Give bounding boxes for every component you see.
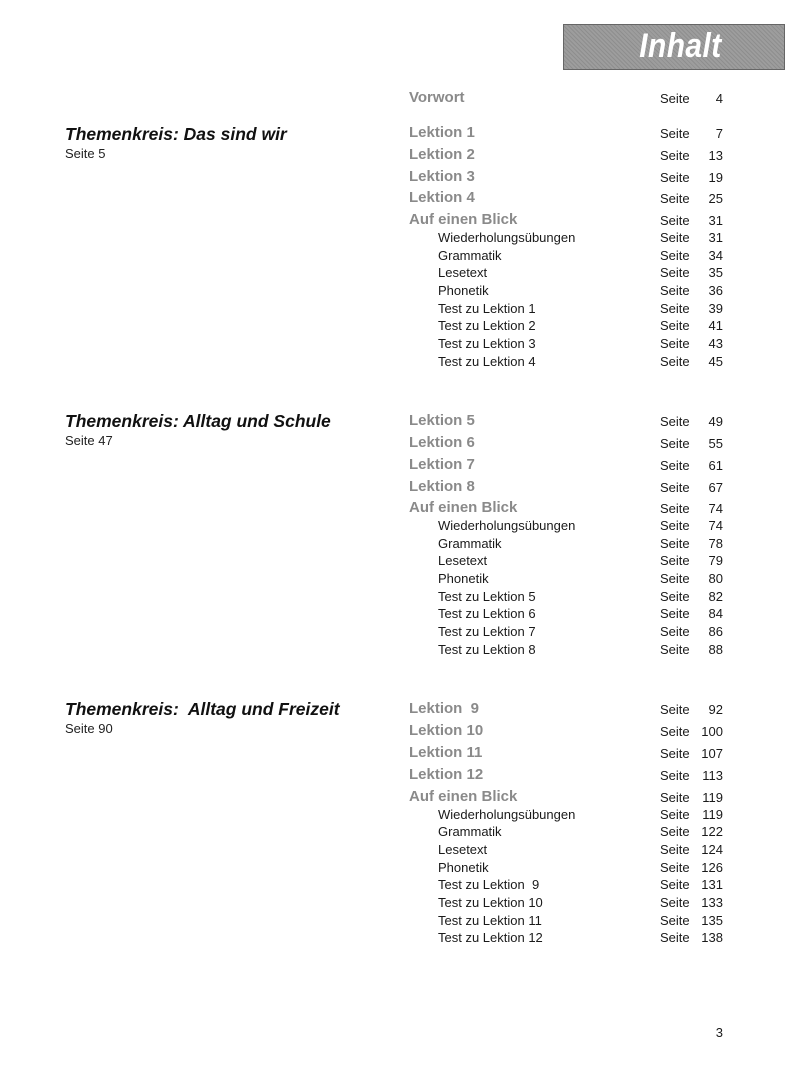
- toc-entry-label: Lektion 4: [409, 189, 475, 206]
- toc-entry-label: Lektion 10: [409, 722, 484, 739]
- toc-page-number: 74: [708, 518, 723, 533]
- toc-entry-label: Test zu Lektion 5: [438, 589, 536, 604]
- toc-seite-label: Seite: [660, 860, 690, 875]
- toc-page-number: 79: [708, 553, 723, 568]
- toc-entry-label: Vorwort: [409, 89, 465, 106]
- toc-entry-label: Lesetext: [438, 553, 488, 568]
- toc-seite-label: Seite: [660, 91, 690, 106]
- toc-seite-label: Seite: [660, 501, 690, 516]
- toc-subentry[interactable]: [0, 895, 811, 913]
- toc-entry[interactable]: [0, 456, 811, 474]
- toc-entry-label: Phonetik: [438, 860, 489, 875]
- toc-page-number: 19: [708, 170, 723, 185]
- toc-subentry[interactable]: [0, 518, 811, 536]
- toc-page-number: 45: [708, 354, 723, 369]
- toc-page-number: 86: [708, 624, 723, 639]
- toc-seite-label: Seite: [660, 354, 690, 369]
- toc-seite-label: Seite: [660, 571, 690, 586]
- toc-entry-label: Lektion 2: [409, 146, 475, 163]
- toc-seite-label: Seite: [660, 283, 690, 298]
- toc-entry-label: Lesetext: [438, 842, 488, 857]
- toc-entry-label: Grammatik: [438, 248, 502, 263]
- toc-seite-label: Seite: [660, 642, 690, 657]
- toc-entry-label: Phonetik: [438, 283, 489, 298]
- section-page-ref: Seite 90: [65, 721, 113, 736]
- toc-page-number: 131: [701, 877, 723, 892]
- toc-page-number: 34: [708, 248, 723, 263]
- title-banner: [563, 24, 785, 70]
- section-page-ref: Seite 47: [65, 433, 113, 448]
- toc-entry-vorwort[interactable]: [0, 89, 811, 107]
- toc-page-number: 133: [701, 895, 723, 910]
- toc-page-number: 31: [708, 230, 723, 245]
- toc-seite-label: Seite: [660, 624, 690, 639]
- toc-seite-label: Seite: [660, 318, 690, 333]
- toc-page-number: 122: [701, 824, 723, 839]
- toc-page-number: 61: [708, 458, 723, 473]
- toc-seite-label: Seite: [660, 126, 690, 141]
- toc-subentry[interactable]: [0, 877, 811, 895]
- toc-seite-label: Seite: [660, 230, 690, 245]
- toc-entry-label: Test zu Lektion 6: [438, 606, 536, 621]
- toc-seite-label: Seite: [660, 436, 690, 451]
- toc-page-number: 126: [701, 860, 723, 875]
- section-page-ref: Seite 5: [65, 146, 106, 161]
- toc-entry[interactable]: [0, 168, 811, 186]
- toc-subentry[interactable]: [0, 318, 811, 336]
- toc-subentry[interactable]: [0, 301, 811, 319]
- toc-entry-label: Lektion 11: [409, 744, 483, 761]
- toc-subentry[interactable]: [0, 624, 811, 642]
- toc-entry[interactable]: [0, 412, 811, 430]
- toc-entry-label: Grammatik: [438, 536, 502, 551]
- toc-entry-label: Lektion 3: [409, 168, 475, 185]
- toc-subentry[interactable]: [0, 842, 811, 860]
- toc-entry-label: Phonetik: [438, 571, 489, 586]
- toc-entry-label: Test zu Lektion 2: [438, 318, 536, 333]
- toc-entry-label: Lektion 9: [409, 700, 480, 717]
- section-title: Themenkreis: Alltag und Freizeit: [65, 699, 340, 719]
- toc-page-number: 113: [702, 768, 723, 783]
- toc-entry[interactable]: [0, 700, 811, 718]
- toc-entry-label: Wiederholungsübungen: [438, 518, 576, 533]
- section-title: Themenkreis: Das sind wir: [65, 124, 287, 144]
- toc-subentry[interactable]: [0, 354, 811, 372]
- toc-page-number: 74: [708, 501, 723, 516]
- toc-entry-label: Test zu Lektion 7: [438, 624, 536, 639]
- toc-subentry[interactable]: [0, 807, 811, 825]
- toc-seite-label: Seite: [660, 480, 690, 495]
- toc-subentry[interactable]: [0, 589, 811, 607]
- toc-seite-label: Seite: [660, 842, 690, 857]
- toc-entry-label: Lektion 1: [409, 124, 475, 141]
- toc-entry-label: Test zu Lektion 9: [438, 877, 540, 892]
- toc-seite-label: Seite: [660, 336, 690, 351]
- toc-entry-label: Wiederholungsübungen: [438, 807, 576, 822]
- toc-entry-label: Auf einen Blick: [409, 211, 518, 228]
- toc-subentry[interactable]: [0, 860, 811, 878]
- toc-seite-label: Seite: [660, 191, 690, 206]
- toc-subentry[interactable]: [0, 248, 811, 266]
- toc-entry-label: Test zu Lektion 8: [438, 642, 536, 657]
- toc-entry-label: Lektion 8: [409, 478, 475, 495]
- toc-subentry[interactable]: [0, 913, 811, 931]
- toc-seite-label: Seite: [660, 553, 690, 568]
- toc-page-number: 92: [708, 702, 723, 717]
- toc-page-number: 82: [708, 589, 723, 604]
- toc-seite-label: Seite: [660, 807, 690, 822]
- toc-page-number: 138: [701, 930, 723, 945]
- toc-subentry[interactable]: [0, 336, 811, 354]
- toc-page-number: 55: [708, 436, 723, 451]
- toc-seite-label: Seite: [660, 213, 690, 228]
- toc-entry-label: Test zu Lektion 11: [438, 913, 542, 928]
- toc-entry-label: Test zu Lektion 1: [438, 301, 536, 316]
- toc-seite-label: Seite: [660, 589, 690, 604]
- toc-page-number: 119: [702, 807, 723, 822]
- toc-page-number: 41: [708, 318, 723, 333]
- toc-seite-label: Seite: [660, 877, 690, 892]
- toc-page-number: 67: [708, 480, 723, 495]
- toc-entry-label: Lektion 12: [409, 766, 484, 783]
- toc-subentry[interactable]: [0, 606, 811, 624]
- toc-seite-label: Seite: [660, 913, 690, 928]
- toc-seite-label: Seite: [660, 724, 690, 739]
- toc-entry-label: Test zu Lektion 4: [438, 354, 536, 369]
- toc-seite-label: Seite: [660, 458, 690, 473]
- toc-page-number: 4: [715, 91, 723, 106]
- toc-entry[interactable]: [0, 434, 811, 452]
- toc-subentry[interactable]: [0, 930, 811, 948]
- toc-seite-label: Seite: [660, 746, 690, 761]
- toc-entry-label: Lesetext: [438, 265, 488, 280]
- toc-subentry[interactable]: [0, 553, 811, 571]
- toc-seite-label: Seite: [660, 301, 690, 316]
- toc-page-number: 119: [702, 790, 723, 805]
- toc-entry[interactable]: [0, 189, 811, 207]
- toc-entry-label: Grammatik: [438, 824, 502, 839]
- toc-subentry[interactable]: [0, 642, 811, 660]
- toc-entry[interactable]: [0, 722, 811, 740]
- toc-page-number: 36: [708, 283, 723, 298]
- toc-page-number: 80: [708, 571, 723, 586]
- toc-page-number: 25: [708, 191, 723, 206]
- toc-subentry[interactable]: [0, 536, 811, 554]
- toc-page-number: 31: [708, 213, 723, 228]
- toc-seite-label: Seite: [660, 895, 690, 910]
- page-title: Inhalt: [639, 27, 722, 65]
- toc-entry-label: Test zu Lektion 12: [438, 930, 543, 945]
- toc-seite-label: Seite: [660, 414, 690, 429]
- toc-page-number: 88: [708, 642, 723, 657]
- toc-entry-label: Auf einen Blick: [409, 788, 518, 805]
- toc-page-number: 84: [708, 606, 723, 621]
- toc-page-number: 39: [708, 301, 723, 316]
- toc-seite-label: Seite: [660, 824, 690, 839]
- toc-seite-label: Seite: [660, 790, 690, 805]
- toc-seite-label: Seite: [660, 702, 690, 717]
- toc-entry[interactable]: [0, 499, 811, 517]
- toc-entry-label: Lektion 7: [409, 456, 475, 473]
- toc-page-number: 35: [708, 265, 723, 280]
- toc-page-number: 13: [708, 148, 723, 163]
- toc-seite-label: Seite: [660, 930, 690, 945]
- toc-seite-label: Seite: [660, 518, 690, 533]
- toc-seite-label: Seite: [660, 170, 690, 185]
- toc-entry-label: Wiederholungsübungen: [438, 230, 576, 245]
- toc-entry-label: Test zu Lektion 10: [438, 895, 543, 910]
- toc-entry-label: Lektion 6: [409, 434, 475, 451]
- toc-entry[interactable]: [0, 766, 811, 784]
- toc-seite-label: Seite: [660, 148, 690, 163]
- toc-page-number: 7: [715, 126, 723, 141]
- section-title: Themenkreis: Alltag und Schule: [65, 411, 331, 431]
- page-number: 3: [715, 1025, 723, 1040]
- toc-seite-label: Seite: [660, 265, 690, 280]
- toc-entry[interactable]: [0, 124, 811, 142]
- toc-entry[interactable]: [0, 788, 811, 806]
- toc-page-number: 43: [708, 336, 723, 351]
- toc-page-number: 135: [701, 913, 723, 928]
- toc-seite-label: Seite: [660, 606, 690, 621]
- toc-page-number: 124: [701, 842, 723, 857]
- toc-subentry[interactable]: [0, 265, 811, 283]
- toc-page-number: 100: [701, 724, 723, 739]
- toc-entry[interactable]: [0, 211, 811, 229]
- toc-entry[interactable]: [0, 146, 811, 164]
- toc-entry[interactable]: [0, 744, 811, 762]
- toc-subentry[interactable]: [0, 571, 811, 589]
- toc-page-number: 107: [701, 746, 723, 761]
- toc-entry-label: Test zu Lektion 3: [438, 336, 536, 351]
- toc-seite-label: Seite: [660, 248, 690, 263]
- toc-page-number: 49: [708, 414, 723, 429]
- toc-seite-label: Seite: [660, 768, 690, 783]
- toc-seite-label: Seite: [660, 536, 690, 551]
- toc-subentry[interactable]: [0, 283, 811, 301]
- toc-page-number: 78: [708, 536, 723, 551]
- toc-subentry[interactable]: [0, 824, 811, 842]
- toc-entry-label: Auf einen Blick: [409, 499, 518, 516]
- toc-entry[interactable]: [0, 478, 811, 496]
- toc-subentry[interactable]: [0, 230, 811, 248]
- toc-entry-label: Lektion 5: [409, 412, 475, 429]
